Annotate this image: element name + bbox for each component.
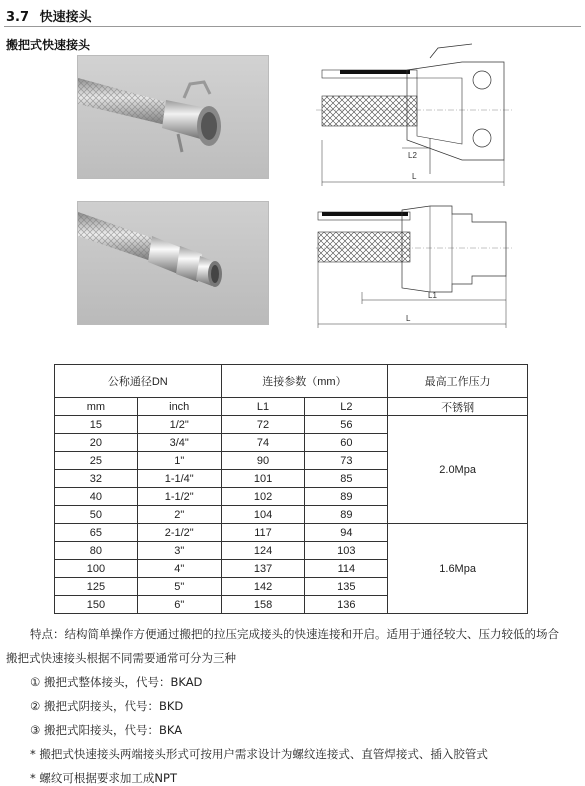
intro-paragraph: 搬把式快速接头根据不同需要通常可分为三种	[6, 651, 236, 665]
cell-mm: 32	[55, 470, 138, 488]
cell-mm: 20	[55, 434, 138, 452]
cell-inch: 1-1/2"	[137, 488, 221, 506]
cell-l2: 114	[305, 560, 388, 578]
cell-l2: 89	[305, 488, 388, 506]
note-2: * 螺纹可根据要求加工成NPT	[30, 771, 177, 785]
spec-table	[54, 364, 528, 614]
cell-inch: 3"	[137, 542, 221, 560]
type-item-3: ③ 搬把式阳接头，代号：BKA	[30, 723, 183, 737]
col-header-inch: inch	[137, 398, 221, 416]
col-header-dn: 公称通径DN	[55, 365, 222, 398]
cell-inch: 1"	[137, 452, 221, 470]
cell-mm: 80	[55, 542, 138, 560]
table-header-row	[55, 365, 528, 398]
cell-inch: 2"	[137, 506, 221, 524]
cell-inch: 1-1/4"	[137, 470, 221, 488]
cross-section-drawing-male	[312, 196, 518, 340]
cell-l1: 101	[221, 470, 305, 488]
dim-label-l1: L1	[428, 291, 437, 300]
section-divider	[4, 26, 581, 27]
col-header-l2: L2	[305, 398, 388, 416]
cell-mm: 40	[55, 488, 138, 506]
col-header-l1: L1	[221, 398, 305, 416]
cell-l2: 94	[305, 524, 388, 542]
section-heading	[6, 6, 92, 25]
cell-l2: 136	[305, 596, 388, 614]
cell-l1: 90	[221, 452, 305, 470]
cell-l2: 89	[305, 506, 388, 524]
cell-l2: 60	[305, 434, 388, 452]
cell-mm: 100	[55, 560, 138, 578]
dim-label-l-bottom: L	[406, 314, 411, 323]
feature-paragraph: 特点：结构简单操作方便通过搬把的拉压完成接头的快速连接和开启。适用于通径较大、压力较低的场合	[30, 627, 559, 641]
cell-l1: 124	[221, 542, 305, 560]
cell-inch: 4"	[137, 560, 221, 578]
cell-inch: 5"	[137, 578, 221, 596]
section-title: 快速接头	[39, 10, 92, 25]
cell-mm: 125	[55, 578, 138, 596]
cell-l2: 73	[305, 452, 388, 470]
cell-l1: 137	[221, 560, 305, 578]
cell-l1: 117	[221, 524, 305, 542]
type-item-1: ① 搬把式整体接头，代号：BKAD	[30, 675, 203, 689]
cell-l2: 56	[305, 416, 388, 434]
cross-section-drawing-female	[312, 40, 518, 190]
cell-l1: 102	[221, 488, 305, 506]
cell-l1: 142	[221, 578, 305, 596]
col-header-material: 不锈钢	[388, 398, 528, 416]
cell-inch: 6"	[137, 596, 221, 614]
section-number: 3.7	[6, 10, 30, 25]
cell-l1: 158	[221, 596, 305, 614]
cell-l1: 72	[221, 416, 305, 434]
product-photo-female-coupling	[77, 55, 269, 179]
cell-l2: 135	[305, 578, 388, 596]
cell-mm: 15	[55, 416, 138, 434]
cell-mm: 50	[55, 506, 138, 524]
cell-mm: 150	[55, 596, 138, 614]
col-header-mm: mm	[55, 398, 138, 416]
type-item-2: ② 搬把式阴接头，代号：BKD	[30, 699, 184, 713]
cell-pressure-group-2: 1.6Mpa	[388, 524, 528, 614]
table-row	[55, 416, 528, 434]
cell-l1: 104	[221, 506, 305, 524]
cell-inch: 1/2"	[137, 416, 221, 434]
cell-l2: 103	[305, 542, 388, 560]
cell-mm: 25	[55, 452, 138, 470]
dim-label-l-top: L	[412, 172, 417, 181]
col-header-pressure: 最高工作压力	[388, 365, 528, 398]
product-photo-male-adapter	[77, 201, 269, 325]
cell-l1: 74	[221, 434, 305, 452]
cell-inch: 3/4"	[137, 434, 221, 452]
cell-inch: 2-1/2"	[137, 524, 221, 542]
table-subheader-row	[55, 398, 528, 416]
cell-mm: 65	[55, 524, 138, 542]
subsection-title: 搬把式快速接头	[6, 38, 91, 52]
note-1: * 搬把式快速接头两端接头形式可按用户需求设计为螺纹连接式、直管焊接式、插入胶管式	[30, 747, 488, 761]
col-header-params: 连接参数（mm）	[221, 365, 388, 398]
cell-pressure-group-1: 2.0Mpa	[388, 416, 528, 524]
dim-label-l2: L2	[408, 151, 417, 160]
cell-l2: 85	[305, 470, 388, 488]
table-row	[55, 524, 528, 542]
